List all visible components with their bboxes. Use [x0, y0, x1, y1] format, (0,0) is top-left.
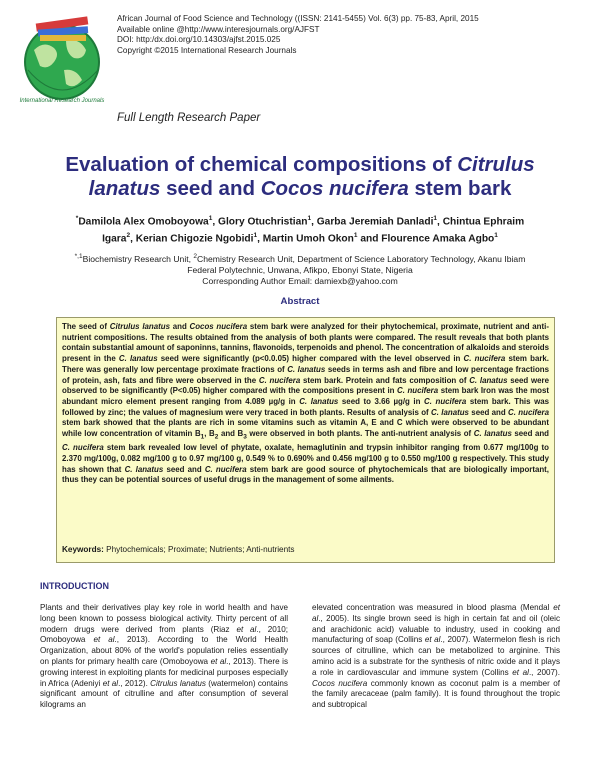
abstract-text: The seed of Citrulus lanatus and Cocos nucifera stem bark were analyzed for their phytochemical, proximate, nutrient and anti-nutrient compositions. The results obtained from the analysis of both plants were compared. The result reveals that both plants contain substantial amount of saponinns, tannins, flavonoids, terpenoids and phenol. The concentration of alkaloids and steroids present in the C. lanatus seed were significantly (p<0.0.05) higher compared with the level observed in C. nucifera stem bark. There was generally low percentage proximate fractions of C. lanatus seeds in terms ash and fibre and low percentage fractions of protein, ash, fats and fibre were observed in the C. nucifera stem bark. Protein and fats composition of C. lanatus seed were observed to be significantly (P<0.05) higher compared with the compositions present in C. nucifera stem bark Iron was the most abundant micro element present ranging from 4.089 µg/g in C. lanatus seed to 3.66 µg/g in C. nucifera stem bark. This was followed by zinc; the values of magnesium were very traced in both plants. Results of analysis of C. lanatus seed and C. nucifera stem bark showed that the plants are rich in some vitamins such as vitamin A, E and C which were observed to be abundant while low concentration of vitamin $B_1$, $B_2$ and $B_3$ were observed in both plants. The anti-nutrient analysis of C. lanatus seed and C. nucifera stem bark revealed low level of phytate, oxalate, hemaglutinin and trypsin inhibitor ranging from 0.677 mg/100g to 2.370 mg/100g, 0.082 mg/100 g to 0.97 mg/100 g, 0.549 % to 0.690% and 0.456 mg/100 g to 0.550 mg/100 g respectively. This study has shown that C. lanatus seed and C. nucifera stem bark are good source of phytochemicals that are biologically important, thus they can be potential sources of useful drugs in the management of some ailments. [62, 322, 550, 485]
authors-line-1: *Damilola Alex Omoboyowa$^1$, Glory Otuchristian$^1$, Garba Jeremiah Danladi$^1$, Chintua Ephraim [75, 215, 525, 228]
journal-copyright: Copyright ©2015 International Research Journals [117, 45, 297, 55]
journal-info [117, 14, 587, 56]
article-type: Full Length Research Paper [117, 112, 261, 124]
abstract-heading: Abstract [280, 296, 320, 307]
affiliation-line-2: Federal Polytechnic, Unwana, Afikpo, Ebonyi State, Nigeria [187, 264, 413, 275]
abstract-box [56, 317, 555, 563]
title-species-1: Citrulus lanatus [88, 153, 535, 200]
journal-online: Available online @http://www.interesjournals.org/AJFST [117, 24, 320, 34]
title-part-1: Evaluation of chemical compositions of [65, 153, 458, 176]
corresponding-email: Corresponding Author Email: damiexb@yahoo.com [202, 275, 398, 286]
title-species-2: Cocos nucifera [260, 177, 409, 200]
journal-logo [14, 10, 110, 108]
introduction-column-left: Plants and their derivatives play key role in world health and have long been known to possess biological activity. Thirty percent of all modern drugs were derived from plants (Riaz et al., 2010; Omoboyowa et al., 2013). According to the World Health Organization, about 80% of the world's population relies essentially on plants for primary health care (Omoboyowa et al., 2013). There is growing interest in exploiting plants for medicinal purposes especially in Africa (Adeniyi et al., 2012). Citrulus lanatus (watermelon) contains significant amount of citrulline and after consumption of several kilograms an [40, 603, 288, 710]
keywords-list: Phytochemicals; Proximate; Nutrients; Anti-nutrients [106, 545, 295, 554]
authors-line-2: Igara$^2$, Kerian Chigozie Ngobidi$^1$, Martin Umoh Okon$^1$ and Flourence Amaka Agbo$^1$ [102, 232, 498, 245]
keywords [62, 545, 542, 554]
affiliation-line-1: $^{*,1}$Biochemistry Research Unit, $^2$Chemistry Research Unit, Department of Science Laboratory Technology, Akanu Ibiam [74, 253, 526, 264]
keywords-label: Keywords: [62, 545, 104, 554]
title-part-2: seed and [160, 177, 261, 200]
journal-doi: DOI: http:/dx.doi.org/10.14303/ajfst.2015.025 [117, 35, 281, 45]
journal-citation: African Journal of Food Science and Technology ((ISSN: 2141-5455) Vol. 6(3) pp. 75-83, April, 2015 [117, 14, 479, 23]
logo-text: International Research Journals [19, 98, 105, 104]
paper-title [30, 153, 570, 201]
authors [30, 212, 570, 247]
introduction-column-right: elevated concentration was measured in blood plasma (Mendal et al., 2005). Its single brown seed is high in certain fat and oil (oleic and arachidonic acid) valuable to industry, used in cooking and manufacturing of soap (Collins et al., 2007). Watermelon flesh is rich sources of citrulline, which can be metabolized to arginine. This amino acid is a substrate for the synthesis of nitric oxide and it plays a role in cardiovascular and immune system (Collins et al., 2007). Cocos nucifera commonly known as coconut palm is a member of the family arecaceae (palm family). It is found throughout the tropic and subtropical [312, 603, 560, 710]
title-part-3: stem bark [408, 177, 512, 200]
introduction-heading: INTRODUCTION [40, 581, 109, 591]
affiliation [30, 251, 570, 287]
